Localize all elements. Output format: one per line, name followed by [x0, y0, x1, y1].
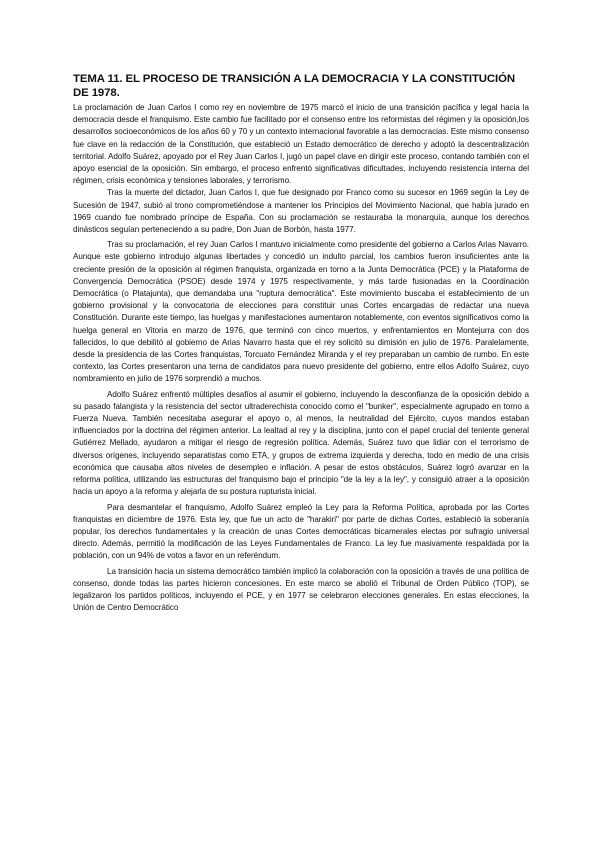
paragraph-intro: La proclamación de Juan Carlos I como rey en noviembre de 1975 marcó el inicio de una transición pacífica y legal hacia la democracia desde el franquismo. Este cambio fue facilitado por el consenso entre los reformistas del régimen y la oposición,los desarrollos socioeconómicos de los años 60 y 70 y un contexto internacional favorable a las democracias. Este mismo consenso fue clave en la redacción de la Constitución, que estableció un Estado democrático de derecho y adoptó la descentralización territorial. Adolfo Suárez, apoyado por el Rey Juan Carlos I, jugó un papel clave en dirigir este proceso, contando también con el apoyo esencial de la oposición. Sin embargo, el proceso enfrentó significativas dificultades, incluyendo resistencia interna del régimen, crisis económica y tensiones laborales, y terrorismo. [73, 103, 529, 186]
paragraph-arias-navarro: Tras su proclamación, el rey Juan Carlos I mantuvo inicialmente como presidente del gobierno a Carlos Arias Navarro. Aunque este gobierno introdujo algunas libertades y concedió un indulto parcial, los cambios fueron insuficientes ante la creciente presión de la oposición al régimen franquista, organizada en torno a la Junta Democrática (PCE) y la Plataforma de Convergencia Democrática (PSOE) desde 1974 y 1975 respectivamente, y más tarde fusionadas en la Coordinación Democrática (o Platajunta), que demandaba una "ruptura democrática". Este movimiento buscaba el establecimiento de un gobierno provisional y la convocatoria de elecciones para constituir unas Cortes encargadas de redactar una nueva Constitución. Durante este tiempo, las huelgas y manifestaciones aumentaron notablemente, con eventos significativos como la huelga general en Vitoria en marzo de 1976, que terminó con cinco muertos, y enfrentamientos en Montejurra con dos fallecidos, lo que debilitó al gobierno de Arias Navarro hasta que el rey solicitó su dimisión en julio de 1976. Paralelamente, desde la presidencia de las Cortes franquistas, Torcuato Fernández Miranda y el rey preparaban un cambio de rumbo. En este contexto, las Cortes presentaron una terna de candidatos para nuevo presidente del gobierno, entre ellos Adolfo Suárez, cuyo nombramiento en julio de 1976 sorprendió a muchos. [73, 240, 529, 384]
paragraph-reforma-politica: Para desmantelar el franquismo, Adolfo Suárez empleó la Ley para la Reforma Política, aprobada por las Cortes franquistas en diciembre de 1976. Esta ley, que fue un acto de "harakiri" por parte de dichas Cortes, estableció la soberanía popular, los derechos fundamentales y la creación de unas Cortes democráticas bicamerales electas por sufragio universal directo. Además, permitió la modificación de las Leyes Fundamentales de Franco. La ley fue masivamente respaldada por la población, con un 94% de votos a favor en un referéndum. [73, 502, 529, 561]
document-body [73, 73, 529, 614]
paragraph-suarez-challenges: Adolfo Suárez enfrentó múltiples desafíos al asumir el gobierno, incluyendo la desconfianza de la oposición debido a su pasado falangista y la resistencia del sector ultraderechista conocido como el "bunker", especialmente agrupado en torno a Fuerza Nueva. También necesitaba asegurar el apoyo o, al menos, la neutralidad del Ejército, cuyos mandos estaban influenciados por la doctrina del régimen anterior. La lealtad al rey y la disciplina, junto con el papel crucial del teniente general Gutiérrez Mellado, ayudaron a mitigar el riesgo de regresión política. Además, Suárez tuvo que lidiar con el terrorismo de diversos orígenes, incluyendo separatistas como ETA, y grupos de extrema izquierda y derecha, todo en medio de una crisis económica que causaba altos niveles de desempleo e inflación. A pesar de estos obstáculos, Suárez logró avanzar en la reforma política, utilizando las estructuras del franquismo bajo el principio "de la ley a la ley", y consiguió atraer a la oposición hacia un apoyo a la reforma y alejarla de su postura rupturista inicial. [73, 389, 529, 497]
paragraph-consenso: La transición hacia un sistema democrático también implicó la colaboración con la oposición a través de una política de consenso, donde todas las partes hicieron concesiones. En este marco se abolió el Tribunal de Orden Público (TOP), se legalizaron los partidos políticos, incluyendo el PCE, y en 1977 se celebraron elecciones generales. En estas elecciones, la Unión de Centro Democrático [73, 566, 529, 613]
paragraph-juan-carlos: Tras la muerte del dictador, Juan Carlos I, que fue designado por Franco como su sucesor en 1969 según la Ley de Sucesión de 1947, subió al trono comprometiéndose a mantener los Principios del Movimiento Nacional, que había jurado en 1969 cuando fue nombrado príncipe de España. Con su proclamación se restauraba la monarquía, aunque los derechos dinásticos seguían perteneciendo a su padre, Don Juan de Borbón, hasta 1977. [73, 188, 529, 235]
document-title: TEMA 11. EL PROCESO DE TRANSICIÓN A LA DEMOCRACIA Y LA CONSTITUCIÓN DE 1978. [73, 73, 515, 99]
